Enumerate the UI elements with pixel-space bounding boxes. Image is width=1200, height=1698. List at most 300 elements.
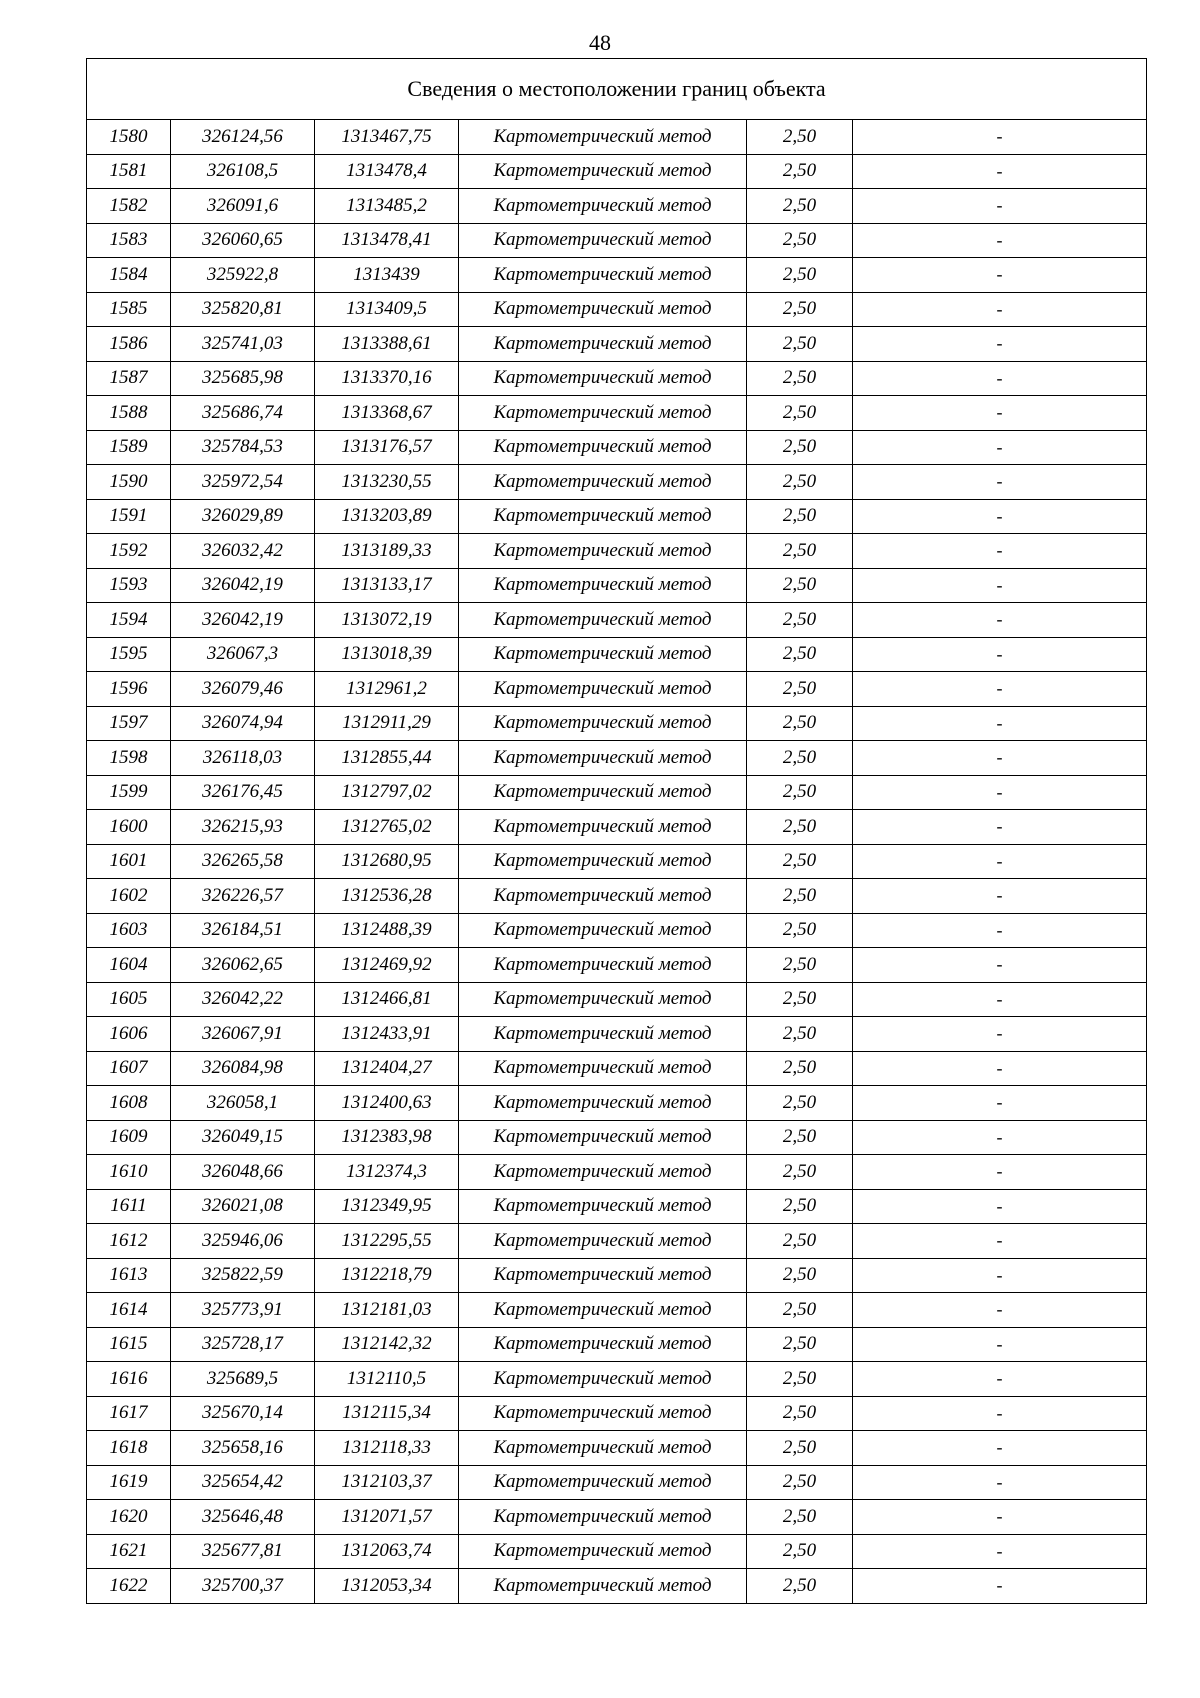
y-coordinate-cell: 1312469,92 xyxy=(315,948,459,983)
accuracy-cell: 2,50 xyxy=(747,948,853,983)
method-cell: Картометрический метод xyxy=(459,672,747,707)
description-cell: - xyxy=(853,1431,1147,1466)
accuracy-cell: 2,50 xyxy=(747,1189,853,1224)
x-coordinate-cell: 325670,14 xyxy=(171,1396,315,1431)
point-number-cell: 1620 xyxy=(87,1500,171,1535)
description-cell: - xyxy=(853,499,1147,534)
y-coordinate-cell: 1312118,33 xyxy=(315,1431,459,1466)
method-cell: Картометрический метод xyxy=(459,1431,747,1466)
x-coordinate-cell: 325685,98 xyxy=(171,361,315,396)
method-cell: Картометрический метод xyxy=(459,1051,747,1086)
table-row xyxy=(87,1396,1147,1431)
table-row xyxy=(87,1569,1147,1604)
description-cell: - xyxy=(853,1017,1147,1052)
y-coordinate-cell: 1313409,5 xyxy=(315,292,459,327)
description-cell: - xyxy=(853,775,1147,810)
y-coordinate-cell: 1312181,03 xyxy=(315,1293,459,1328)
table-row xyxy=(87,292,1147,327)
accuracy-cell: 2,50 xyxy=(747,1396,853,1431)
x-coordinate-cell: 325820,81 xyxy=(171,292,315,327)
accuracy-cell: 2,50 xyxy=(747,292,853,327)
y-coordinate-cell: 1312404,27 xyxy=(315,1051,459,1086)
x-coordinate-cell: 325646,48 xyxy=(171,1500,315,1535)
description-cell: - xyxy=(853,361,1147,396)
accuracy-cell: 2,50 xyxy=(747,672,853,707)
x-coordinate-cell: 325773,91 xyxy=(171,1293,315,1328)
table-row xyxy=(87,948,1147,983)
x-coordinate-cell: 325689,5 xyxy=(171,1362,315,1397)
point-number-cell: 1613 xyxy=(87,1258,171,1293)
description-cell: - xyxy=(853,1051,1147,1086)
point-number-cell: 1583 xyxy=(87,223,171,258)
table-row xyxy=(87,741,1147,776)
point-number-cell: 1588 xyxy=(87,396,171,431)
description-cell: - xyxy=(853,844,1147,879)
accuracy-cell: 2,50 xyxy=(747,120,853,155)
y-coordinate-cell: 1313203,89 xyxy=(315,499,459,534)
y-coordinate-cell: 1313388,61 xyxy=(315,327,459,362)
method-cell: Картометрический метод xyxy=(459,1086,747,1121)
point-number-cell: 1619 xyxy=(87,1465,171,1500)
description-cell: - xyxy=(853,1396,1147,1431)
table-row xyxy=(87,844,1147,879)
table-row xyxy=(87,1155,1147,1190)
method-cell: Картометрический метод xyxy=(459,741,747,776)
x-coordinate-cell: 325728,17 xyxy=(171,1327,315,1362)
table-row xyxy=(87,1362,1147,1397)
table-row xyxy=(87,672,1147,707)
x-coordinate-cell: 326265,58 xyxy=(171,844,315,879)
point-number-cell: 1598 xyxy=(87,741,171,776)
method-cell: Картометрический метод xyxy=(459,189,747,224)
description-cell: - xyxy=(853,1189,1147,1224)
description-cell: - xyxy=(853,1327,1147,1362)
point-number-cell: 1616 xyxy=(87,1362,171,1397)
y-coordinate-cell: 1312961,2 xyxy=(315,672,459,707)
description-cell: - xyxy=(853,1293,1147,1328)
point-number-cell: 1581 xyxy=(87,154,171,189)
point-number-cell: 1608 xyxy=(87,1086,171,1121)
x-coordinate-cell: 326062,65 xyxy=(171,948,315,983)
method-cell: Картометрический метод xyxy=(459,1155,747,1190)
table-row xyxy=(87,1327,1147,1362)
table-row xyxy=(87,1258,1147,1293)
method-cell: Картометрический метод xyxy=(459,568,747,603)
x-coordinate-cell: 326091,6 xyxy=(171,189,315,224)
accuracy-cell: 2,50 xyxy=(747,534,853,569)
point-number-cell: 1602 xyxy=(87,879,171,914)
accuracy-cell: 2,50 xyxy=(747,1293,853,1328)
description-cell: - xyxy=(853,1155,1147,1190)
x-coordinate-cell: 326184,51 xyxy=(171,913,315,948)
table-row xyxy=(87,810,1147,845)
x-coordinate-cell: 325972,54 xyxy=(171,465,315,500)
accuracy-cell: 2,50 xyxy=(747,913,853,948)
y-coordinate-cell: 1312053,34 xyxy=(315,1569,459,1604)
x-coordinate-cell: 325654,42 xyxy=(171,1465,315,1500)
description-cell: - xyxy=(853,154,1147,189)
point-number-cell: 1604 xyxy=(87,948,171,983)
method-cell: Картометрический метод xyxy=(459,396,747,431)
y-coordinate-cell: 1312063,74 xyxy=(315,1534,459,1569)
table-row xyxy=(87,982,1147,1017)
table-title: Сведения о местоположении границ объекта xyxy=(87,59,1147,120)
table-row xyxy=(87,1500,1147,1535)
accuracy-cell: 2,50 xyxy=(747,1500,853,1535)
x-coordinate-cell: 326067,91 xyxy=(171,1017,315,1052)
accuracy-cell: 2,50 xyxy=(747,1327,853,1362)
y-coordinate-cell: 1313018,39 xyxy=(315,637,459,672)
y-coordinate-cell: 1312295,55 xyxy=(315,1224,459,1259)
description-cell: - xyxy=(853,430,1147,465)
point-number-cell: 1600 xyxy=(87,810,171,845)
x-coordinate-cell: 326108,5 xyxy=(171,154,315,189)
method-cell: Картометрический метод xyxy=(459,603,747,638)
y-coordinate-cell: 1313189,33 xyxy=(315,534,459,569)
point-number-cell: 1611 xyxy=(87,1189,171,1224)
table-row xyxy=(87,1017,1147,1052)
accuracy-cell: 2,50 xyxy=(747,1120,853,1155)
y-coordinate-cell: 1312071,57 xyxy=(315,1500,459,1535)
accuracy-cell: 2,50 xyxy=(747,1051,853,1086)
method-cell: Картометрический метод xyxy=(459,499,747,534)
point-number-cell: 1592 xyxy=(87,534,171,569)
boundary-coordinates-table xyxy=(86,58,1147,1604)
description-cell: - xyxy=(853,465,1147,500)
x-coordinate-cell: 326176,45 xyxy=(171,775,315,810)
point-number-cell: 1601 xyxy=(87,844,171,879)
x-coordinate-cell: 326058,1 xyxy=(171,1086,315,1121)
description-cell: - xyxy=(853,292,1147,327)
x-coordinate-cell: 326042,19 xyxy=(171,568,315,603)
table-row xyxy=(87,223,1147,258)
accuracy-cell: 2,50 xyxy=(747,1534,853,1569)
point-number-cell: 1615 xyxy=(87,1327,171,1362)
method-cell: Картометрический метод xyxy=(459,913,747,948)
table-row xyxy=(87,499,1147,534)
accuracy-cell: 2,50 xyxy=(747,741,853,776)
method-cell: Картометрический метод xyxy=(459,1120,747,1155)
accuracy-cell: 2,50 xyxy=(747,1569,853,1604)
y-coordinate-cell: 1312488,39 xyxy=(315,913,459,948)
method-cell: Картометрический метод xyxy=(459,1258,747,1293)
description-cell: - xyxy=(853,913,1147,948)
table-row xyxy=(87,1293,1147,1328)
method-cell: Картометрический метод xyxy=(459,534,747,569)
method-cell: Картометрический метод xyxy=(459,879,747,914)
table-row xyxy=(87,568,1147,603)
table-row xyxy=(87,1051,1147,1086)
description-cell: - xyxy=(853,982,1147,1017)
table-row xyxy=(87,1120,1147,1155)
point-number-cell: 1591 xyxy=(87,499,171,534)
table-row xyxy=(87,154,1147,189)
description-cell: - xyxy=(853,741,1147,776)
y-coordinate-cell: 1312349,95 xyxy=(315,1189,459,1224)
table-row xyxy=(87,1465,1147,1500)
x-coordinate-cell: 326049,15 xyxy=(171,1120,315,1155)
method-cell: Картометрический метод xyxy=(459,637,747,672)
description-cell: - xyxy=(853,568,1147,603)
method-cell: Картометрический метод xyxy=(459,327,747,362)
table-row xyxy=(87,396,1147,431)
method-cell: Картометрический метод xyxy=(459,1189,747,1224)
x-coordinate-cell: 326084,98 xyxy=(171,1051,315,1086)
table-row xyxy=(87,1431,1147,1466)
table-row xyxy=(87,603,1147,638)
table-row xyxy=(87,327,1147,362)
table-row xyxy=(87,913,1147,948)
point-number-cell: 1609 xyxy=(87,1120,171,1155)
y-coordinate-cell: 1312911,29 xyxy=(315,706,459,741)
accuracy-cell: 2,50 xyxy=(747,154,853,189)
point-number-cell: 1610 xyxy=(87,1155,171,1190)
accuracy-cell: 2,50 xyxy=(747,1431,853,1466)
method-cell: Картометрический метод xyxy=(459,1327,747,1362)
description-cell: - xyxy=(853,1258,1147,1293)
x-coordinate-cell: 325658,16 xyxy=(171,1431,315,1466)
table-row xyxy=(87,879,1147,914)
point-number-cell: 1599 xyxy=(87,775,171,810)
table-row xyxy=(87,775,1147,810)
description-cell: - xyxy=(853,637,1147,672)
x-coordinate-cell: 326042,22 xyxy=(171,982,315,1017)
table-row xyxy=(87,1534,1147,1569)
accuracy-cell: 2,50 xyxy=(747,223,853,258)
method-cell: Картометрический метод xyxy=(459,361,747,396)
method-cell: Картометрический метод xyxy=(459,1500,747,1535)
y-coordinate-cell: 1313478,4 xyxy=(315,154,459,189)
x-coordinate-cell: 326032,42 xyxy=(171,534,315,569)
y-coordinate-cell: 1312383,98 xyxy=(315,1120,459,1155)
point-number-cell: 1603 xyxy=(87,913,171,948)
accuracy-cell: 2,50 xyxy=(747,637,853,672)
x-coordinate-cell: 326042,19 xyxy=(171,603,315,638)
description-cell: - xyxy=(853,706,1147,741)
y-coordinate-cell: 1313478,41 xyxy=(315,223,459,258)
x-coordinate-cell: 326060,65 xyxy=(171,223,315,258)
accuracy-cell: 2,50 xyxy=(747,499,853,534)
accuracy-cell: 2,50 xyxy=(747,879,853,914)
x-coordinate-cell: 326215,93 xyxy=(171,810,315,845)
point-number-cell: 1582 xyxy=(87,189,171,224)
y-coordinate-cell: 1313133,17 xyxy=(315,568,459,603)
description-cell: - xyxy=(853,327,1147,362)
description-cell: - xyxy=(853,120,1147,155)
x-coordinate-cell: 325822,59 xyxy=(171,1258,315,1293)
y-coordinate-cell: 1312855,44 xyxy=(315,741,459,776)
accuracy-cell: 2,50 xyxy=(747,844,853,879)
method-cell: Картометрический метод xyxy=(459,810,747,845)
accuracy-cell: 2,50 xyxy=(747,706,853,741)
y-coordinate-cell: 1312115,34 xyxy=(315,1396,459,1431)
point-number-cell: 1584 xyxy=(87,258,171,293)
method-cell: Картометрический метод xyxy=(459,982,747,1017)
method-cell: Картометрический метод xyxy=(459,1362,747,1397)
accuracy-cell: 2,50 xyxy=(747,396,853,431)
method-cell: Картометрический метод xyxy=(459,844,747,879)
y-coordinate-cell: 1313072,19 xyxy=(315,603,459,638)
accuracy-cell: 2,50 xyxy=(747,1086,853,1121)
description-cell: - xyxy=(853,396,1147,431)
description-cell: - xyxy=(853,1120,1147,1155)
x-coordinate-cell: 325922,8 xyxy=(171,258,315,293)
description-cell: - xyxy=(853,258,1147,293)
y-coordinate-cell: 1312110,5 xyxy=(315,1362,459,1397)
y-coordinate-cell: 1312466,81 xyxy=(315,982,459,1017)
y-coordinate-cell: 1312218,79 xyxy=(315,1258,459,1293)
accuracy-cell: 2,50 xyxy=(747,258,853,293)
description-cell: - xyxy=(853,1224,1147,1259)
y-coordinate-cell: 1312536,28 xyxy=(315,879,459,914)
method-cell: Картометрический метод xyxy=(459,1569,747,1604)
description-cell: - xyxy=(853,810,1147,845)
accuracy-cell: 2,50 xyxy=(747,1258,853,1293)
x-coordinate-cell: 325946,06 xyxy=(171,1224,315,1259)
table-row xyxy=(87,465,1147,500)
x-coordinate-cell: 325677,81 xyxy=(171,1534,315,1569)
method-cell: Картометрический метод xyxy=(459,948,747,983)
point-number-cell: 1586 xyxy=(87,327,171,362)
x-coordinate-cell: 325700,37 xyxy=(171,1569,315,1604)
table-row xyxy=(87,258,1147,293)
description-cell: - xyxy=(853,948,1147,983)
accuracy-cell: 2,50 xyxy=(747,1155,853,1190)
table-row xyxy=(87,120,1147,155)
accuracy-cell: 2,50 xyxy=(747,810,853,845)
point-number-cell: 1580 xyxy=(87,120,171,155)
description-cell: - xyxy=(853,1086,1147,1121)
accuracy-cell: 2,50 xyxy=(747,465,853,500)
accuracy-cell: 2,50 xyxy=(747,1465,853,1500)
point-number-cell: 1621 xyxy=(87,1534,171,1569)
description-cell: - xyxy=(853,189,1147,224)
accuracy-cell: 2,50 xyxy=(747,1017,853,1052)
point-number-cell: 1595 xyxy=(87,637,171,672)
y-coordinate-cell: 1312433,91 xyxy=(315,1017,459,1052)
point-number-cell: 1590 xyxy=(87,465,171,500)
method-cell: Картометрический метод xyxy=(459,292,747,327)
method-cell: Картометрический метод xyxy=(459,1017,747,1052)
y-coordinate-cell: 1313439 xyxy=(315,258,459,293)
accuracy-cell: 2,50 xyxy=(747,982,853,1017)
description-cell: - xyxy=(853,1569,1147,1604)
method-cell: Картометрический метод xyxy=(459,1465,747,1500)
method-cell: Картометрический метод xyxy=(459,1534,747,1569)
point-number-cell: 1607 xyxy=(87,1051,171,1086)
table-row xyxy=(87,637,1147,672)
x-coordinate-cell: 326124,56 xyxy=(171,120,315,155)
accuracy-cell: 2,50 xyxy=(747,189,853,224)
point-number-cell: 1587 xyxy=(87,361,171,396)
accuracy-cell: 2,50 xyxy=(747,603,853,638)
point-number-cell: 1589 xyxy=(87,430,171,465)
description-cell: - xyxy=(853,534,1147,569)
accuracy-cell: 2,50 xyxy=(747,361,853,396)
description-cell: - xyxy=(853,1362,1147,1397)
accuracy-cell: 2,50 xyxy=(747,1362,853,1397)
accuracy-cell: 2,50 xyxy=(747,1224,853,1259)
description-cell: - xyxy=(853,223,1147,258)
y-coordinate-cell: 1313176,57 xyxy=(315,430,459,465)
table-row xyxy=(87,706,1147,741)
method-cell: Картометрический метод xyxy=(459,706,747,741)
point-number-cell: 1618 xyxy=(87,1431,171,1466)
x-coordinate-cell: 326226,57 xyxy=(171,879,315,914)
point-number-cell: 1606 xyxy=(87,1017,171,1052)
table-row xyxy=(87,361,1147,396)
point-number-cell: 1612 xyxy=(87,1224,171,1259)
method-cell: Картометрический метод xyxy=(459,465,747,500)
y-coordinate-cell: 1312374,3 xyxy=(315,1155,459,1190)
table-row xyxy=(87,1189,1147,1224)
point-number-cell: 1594 xyxy=(87,603,171,638)
table-row xyxy=(87,189,1147,224)
y-coordinate-cell: 1313368,67 xyxy=(315,396,459,431)
y-coordinate-cell: 1312400,63 xyxy=(315,1086,459,1121)
x-coordinate-cell: 325686,74 xyxy=(171,396,315,431)
table-row xyxy=(87,1086,1147,1121)
x-coordinate-cell: 326079,46 xyxy=(171,672,315,707)
y-coordinate-cell: 1312797,02 xyxy=(315,775,459,810)
y-coordinate-cell: 1313485,2 xyxy=(315,189,459,224)
y-coordinate-cell: 1312680,95 xyxy=(315,844,459,879)
description-cell: - xyxy=(853,879,1147,914)
x-coordinate-cell: 326029,89 xyxy=(171,499,315,534)
accuracy-cell: 2,50 xyxy=(747,327,853,362)
description-cell: - xyxy=(853,1534,1147,1569)
y-coordinate-cell: 1313230,55 xyxy=(315,465,459,500)
method-cell: Картометрический метод xyxy=(459,430,747,465)
point-number-cell: 1597 xyxy=(87,706,171,741)
accuracy-cell: 2,50 xyxy=(747,430,853,465)
method-cell: Картометрический метод xyxy=(459,1224,747,1259)
method-cell: Картометрический метод xyxy=(459,223,747,258)
x-coordinate-cell: 326074,94 xyxy=(171,706,315,741)
point-number-cell: 1593 xyxy=(87,568,171,603)
description-cell: - xyxy=(853,603,1147,638)
point-number-cell: 1617 xyxy=(87,1396,171,1431)
table-row xyxy=(87,430,1147,465)
method-cell: Картометрический метод xyxy=(459,1396,747,1431)
accuracy-cell: 2,50 xyxy=(747,568,853,603)
table-row xyxy=(87,1224,1147,1259)
x-coordinate-cell: 326021,08 xyxy=(171,1189,315,1224)
method-cell: Картометрический метод xyxy=(459,775,747,810)
point-number-cell: 1614 xyxy=(87,1293,171,1328)
description-cell: - xyxy=(853,1465,1147,1500)
y-coordinate-cell: 1313467,75 xyxy=(315,120,459,155)
point-number-cell: 1596 xyxy=(87,672,171,707)
method-cell: Картометрический метод xyxy=(459,120,747,155)
x-coordinate-cell: 325784,53 xyxy=(171,430,315,465)
method-cell: Картометрический метод xyxy=(459,258,747,293)
table-row xyxy=(87,534,1147,569)
y-coordinate-cell: 1313370,16 xyxy=(315,361,459,396)
accuracy-cell: 2,50 xyxy=(747,775,853,810)
method-cell: Картометрический метод xyxy=(459,1293,747,1328)
x-coordinate-cell: 326067,3 xyxy=(171,637,315,672)
page-number: 48 xyxy=(589,30,611,55)
method-cell: Картометрический метод xyxy=(459,154,747,189)
table-title-row xyxy=(87,59,1147,120)
point-number-cell: 1622 xyxy=(87,1569,171,1604)
x-coordinate-cell: 325741,03 xyxy=(171,327,315,362)
x-coordinate-cell: 326048,66 xyxy=(171,1155,315,1190)
point-number-cell: 1605 xyxy=(87,982,171,1017)
y-coordinate-cell: 1312765,02 xyxy=(315,810,459,845)
x-coordinate-cell: 326118,03 xyxy=(171,741,315,776)
